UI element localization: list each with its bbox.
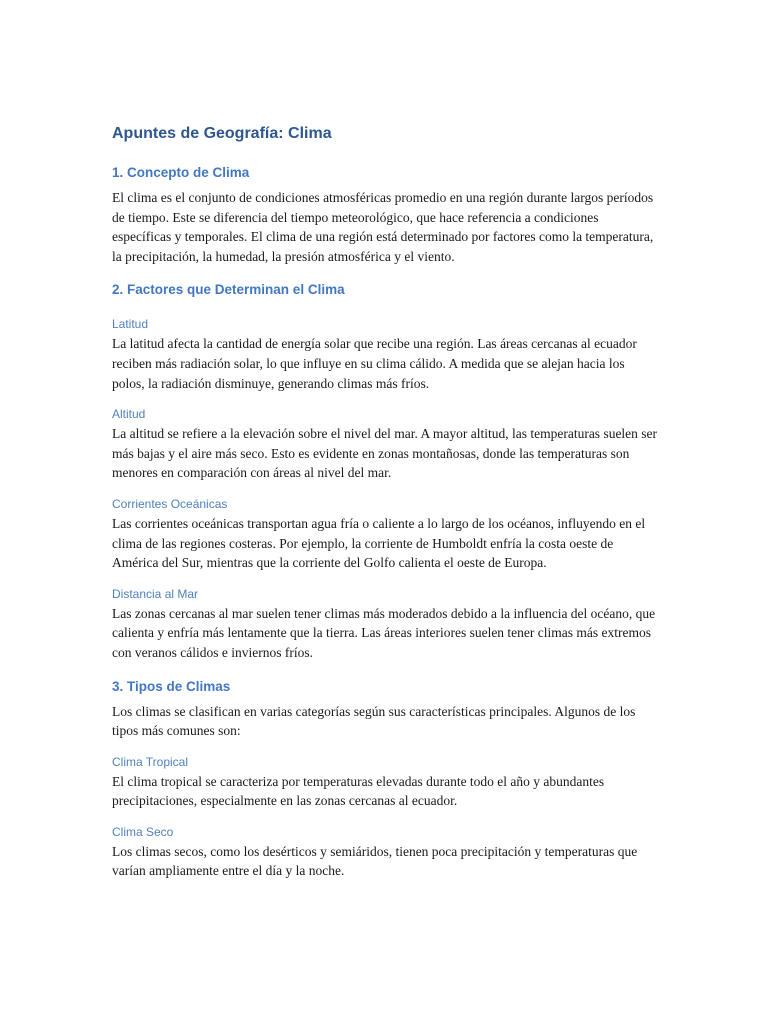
subsection-paragraph-altitud: La altitud se refiere a la elevación sobre el nivel del mar. A mayor altitud, las temperaturas suelen ser más bajas y el aire más seco. Esto es evidente en zonas montañosas, donde las temperaturas son menores en comparación con áreas al nivel del mar. [112,426,658,481]
subsection-heading-corrientes: Corrientes Oceánicas [112,496,228,511]
subsection-paragraph-tropical: El clima tropical se caracteriza por temperaturas elevadas durante todo el año y abundantes precipitaciones, especialmente en las zonas cercanas al ecuador. [112,773,605,809]
section-heading-factores: 2. Factores que Determinan el Clima [112,282,345,298]
section-heading-tipos: 3. Tipos de Climas [112,678,231,694]
section-heading-concepto: 1. Concepto de Clima [112,165,250,180]
subsection-heading-altitud: Altitud [112,407,146,422]
subsection-paragraph-corrientes: Las corrientes oceánicas transportan agua fría o caliente a lo largo de los océanos, influyendo en el clima de las regiones costeras. Por ejemplo, la corriente de Humboldt enfría la costa oeste de América del Sur, mientras que la corriente del Golfo calienta el oeste de Europa. [112,515,646,571]
subsection-heading-tropical: Clima Tropical [112,754,189,769]
section-paragraph-tipos: Los climas se clasifican en varias categorías según sus características principales. Algunos de los tipos más comunes son: [112,703,636,739]
section-paragraph-concepto: El clima es el conjunto de condiciones atmosféricas promedio en una región durante largos períodos de tiempo. Este se diferencia del tiempo meteorológico, que hace referencia a condiciones específicas y temporales. El clima de una región está determinado por factores como la temperatura, la precipitación, la humedad, la presión atmosférica y el viento. [112,190,654,264]
document-title: Apuntes de Geografía: Clima [112,125,332,142]
subsection-paragraph-seco: Los climas secos, como los desérticos y semiáridos, tienen poca precipitación y temperaturas que varían ampliamente entre el día y la noche. [112,843,638,879]
subsection-heading-latitud: Latitud [112,317,149,332]
document-page [112,122,660,881]
subsection-paragraph-distancia: Las zonas cercanas al mar suelen tener climas más moderados debido a la influencia del océano, que calienta y enfría más lentamente que la tierra. Las áreas interiores suelen tener climas más extremos con veranos cálidos e inviernos fríos. [112,605,656,660]
subsection-paragraph-latitud: La latitud afecta la cantidad de energía solar que recibe una región. Las áreas cercanas al ecuador reciben más radiación solar, lo que influye en su clima cálido. A medida que se alejan hacia los polos, la radiación disminuye, generando climas más fríos. [112,336,637,391]
subsection-heading-seco: Clima Seco [112,824,174,839]
subsection-heading-distancia: Distancia al Mar [112,586,199,601]
